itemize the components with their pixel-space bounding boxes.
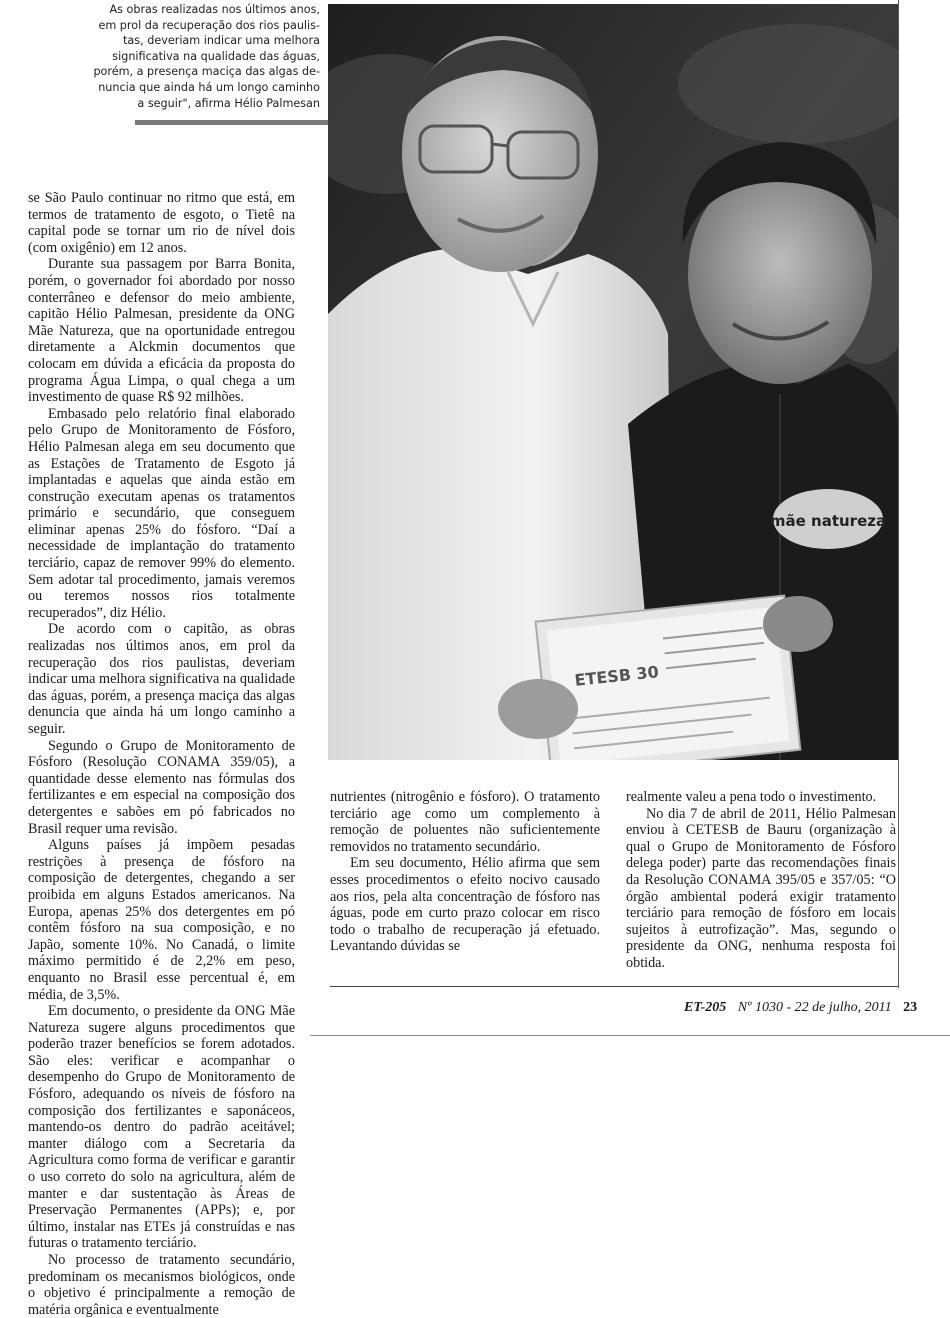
page-edge-rule <box>898 0 899 988</box>
pull-quote-line: significativa na qualidade das águas, <box>112 49 320 63</box>
fold-rule <box>310 1035 950 1036</box>
article-photo <box>328 4 898 760</box>
page-footer <box>676 1000 918 1016</box>
article-column-right <box>626 789 896 972</box>
photo-illustration <box>328 4 898 760</box>
article-paragraph: Durante sua passagem por Barra Bonita, porém, o governador foi abordado por nosso conterrâneo e defensor do meio ambiente, capitão Hélio Palmesan, presidente da ONG Mãe Natureza, que na oportunidade entregou diretamente a Alckmin documentos que colocam em dúvida a eficácia da proposta do programa Água Limpa, o qual chega a um investimento de quase R$ 92 milhões. <box>28 256 295 406</box>
article-paragraph: De acordo com o capitão, as obras realizadas nos últimos anos, em prol da recuperação dos rios paulistas, deveriam indicar uma melhora significativa na qualidade das águas, porém, a presença maciça das algas denuncia que ainda há um longo caminho a seguir. <box>28 621 295 737</box>
article-paragraph: Segundo o Grupo de Monitoramento de Fósforo (Resolução CONAMA 359/05), a quantidade desse elemento nas fórmulas dos fertilizantes e em especial na composição dos detergentes e sabões em pó fabricados no Brasil requer uma revisão. <box>28 737 295 837</box>
pull-quote-line: a seguir", afirma Hélio Palmesan <box>137 96 320 110</box>
article-column-left <box>28 190 295 1318</box>
article-paragraph: Embasado pelo relatório final elaborado pelo Grupo de Monitoramento de Fósforo, Hélio Palmesan alega em seu documento que as Estações de Tratamento de Esgoto já implantadas e aquelas que ainda estão em construção executam apenas os tratamentos primário e secundário, que conseguem eliminar apenas 25% do fósforo. “Daí a necessidade de implantação do tratamento terciário, capaz de remover 99% do elemento. Sem adotar tal procedimento, jamais veremos ou teremos nossos rios totalmente recuperados”, diz Hélio. <box>28 405 295 621</box>
column-bottom-rule <box>330 986 898 987</box>
article-paragraph: Em documento, o presidente da ONG Mãe Natureza sugere alguns procedimentos que poderão trazer benefícios se forem adotados. São eles: verificar e acompanhar o desempenho do Grupo de Monitoramento de Fósforo, adequando os níveis de fósforo na composição dos fertilizantes e saponáceos, mantendo-os dentro do padrão aceitável; manter diálogo com a Secretaria da Agricultura como forma de verificar e garantir o uso correto do solo na agricultura, além de manter e dar sustentação às Áreas de Preservação Permanentes (APPs); e, por último, instalar nas ETEs já construídas e nas futuras o tratamento terciário. <box>28 1003 295 1252</box>
shirt-logo-text: mãe natureza <box>769 512 887 530</box>
article-paragraph: realmente valeu a pena todo o investimento. <box>626 789 877 805</box>
article-paragraph: No dia 7 de abril de 2011, Hélio Palmesan enviou à CETESB de Bauru (organização à qual o Grupo de Monitoramento de Fósforo delega poder) parte das recomendações finais da Resolução CONAMA 395/05 e 357/05: “O órgão ambiental poderá exigir tratamento terciário para remoção de fósforo em locais sujeitos à eutrofização”. Mas, segundo o presidente da ONG, nenhuma resposta foi obtida. <box>626 805 896 971</box>
pull-quote-line: porém, a presença maciça das algas de- <box>93 65 320 79</box>
article-paragraph: Alguns países já impõem pesadas restrições à presença de fósforo na composição de detergentes, chegando a ser proibida em alguns Estados americanos. Na Europa, apenas 25% dos detergentes em pó contêm fósforo na sua composição, e no Japão, somente 10%. No Canadá, o limite máximo permitido é de 2,2% em peso, enquanto no Brasil esse percentual é, em média, de 3,5%. <box>28 837 295 1003</box>
article-paragraph: Em seu documento, Hélio afirma que sem esses procedimentos o efeito nocivo causado aos rios, pela alta concentração de fósforo nas águas, pode em curto prazo colocar em risco todo o trabalho de recuperação já efetuado. Levantando dúvidas se <box>330 855 600 955</box>
page-number: 23 <box>903 1000 918 1015</box>
pull-quote-line: tas, deveriam indicar uma melhora <box>123 34 320 48</box>
article-paragraph: No processo de tratamento secundário, predominam os mecanismos biológicos, onde o objetivo é principalmente a remoção de matéria orgânica e eventualmente <box>28 1252 295 1318</box>
article-paragraph: nutrientes (nitrogênio e fósforo). O tratamento terciário age como um complemento à remoção de poluentes não suficientemente removidos no tratamento secundário. <box>330 789 600 855</box>
pull-quote <box>62 2 320 111</box>
publication-name: ET-205 <box>684 1000 727 1015</box>
pull-quote-line: em prol da recuperação dos rios paulis- <box>98 18 320 32</box>
pull-quote-line: As obras realizadas nos últimos anos, <box>109 3 320 16</box>
pull-quote-line: nuncia que ainda há um longo caminho <box>98 80 320 94</box>
certificate-logo-text: ETESB 30 <box>573 662 660 690</box>
article-paragraph: se São Paulo continuar no ritmo que está, em termos de tratamento de esgoto, o Tietê na capital pode se tornar um rio de nível dois (com oxigênio) em 12 anos. <box>28 190 295 256</box>
issue-date: Nº 1030 - 22 de julho, 2011 <box>737 1000 892 1015</box>
article-column-middle <box>330 789 600 955</box>
